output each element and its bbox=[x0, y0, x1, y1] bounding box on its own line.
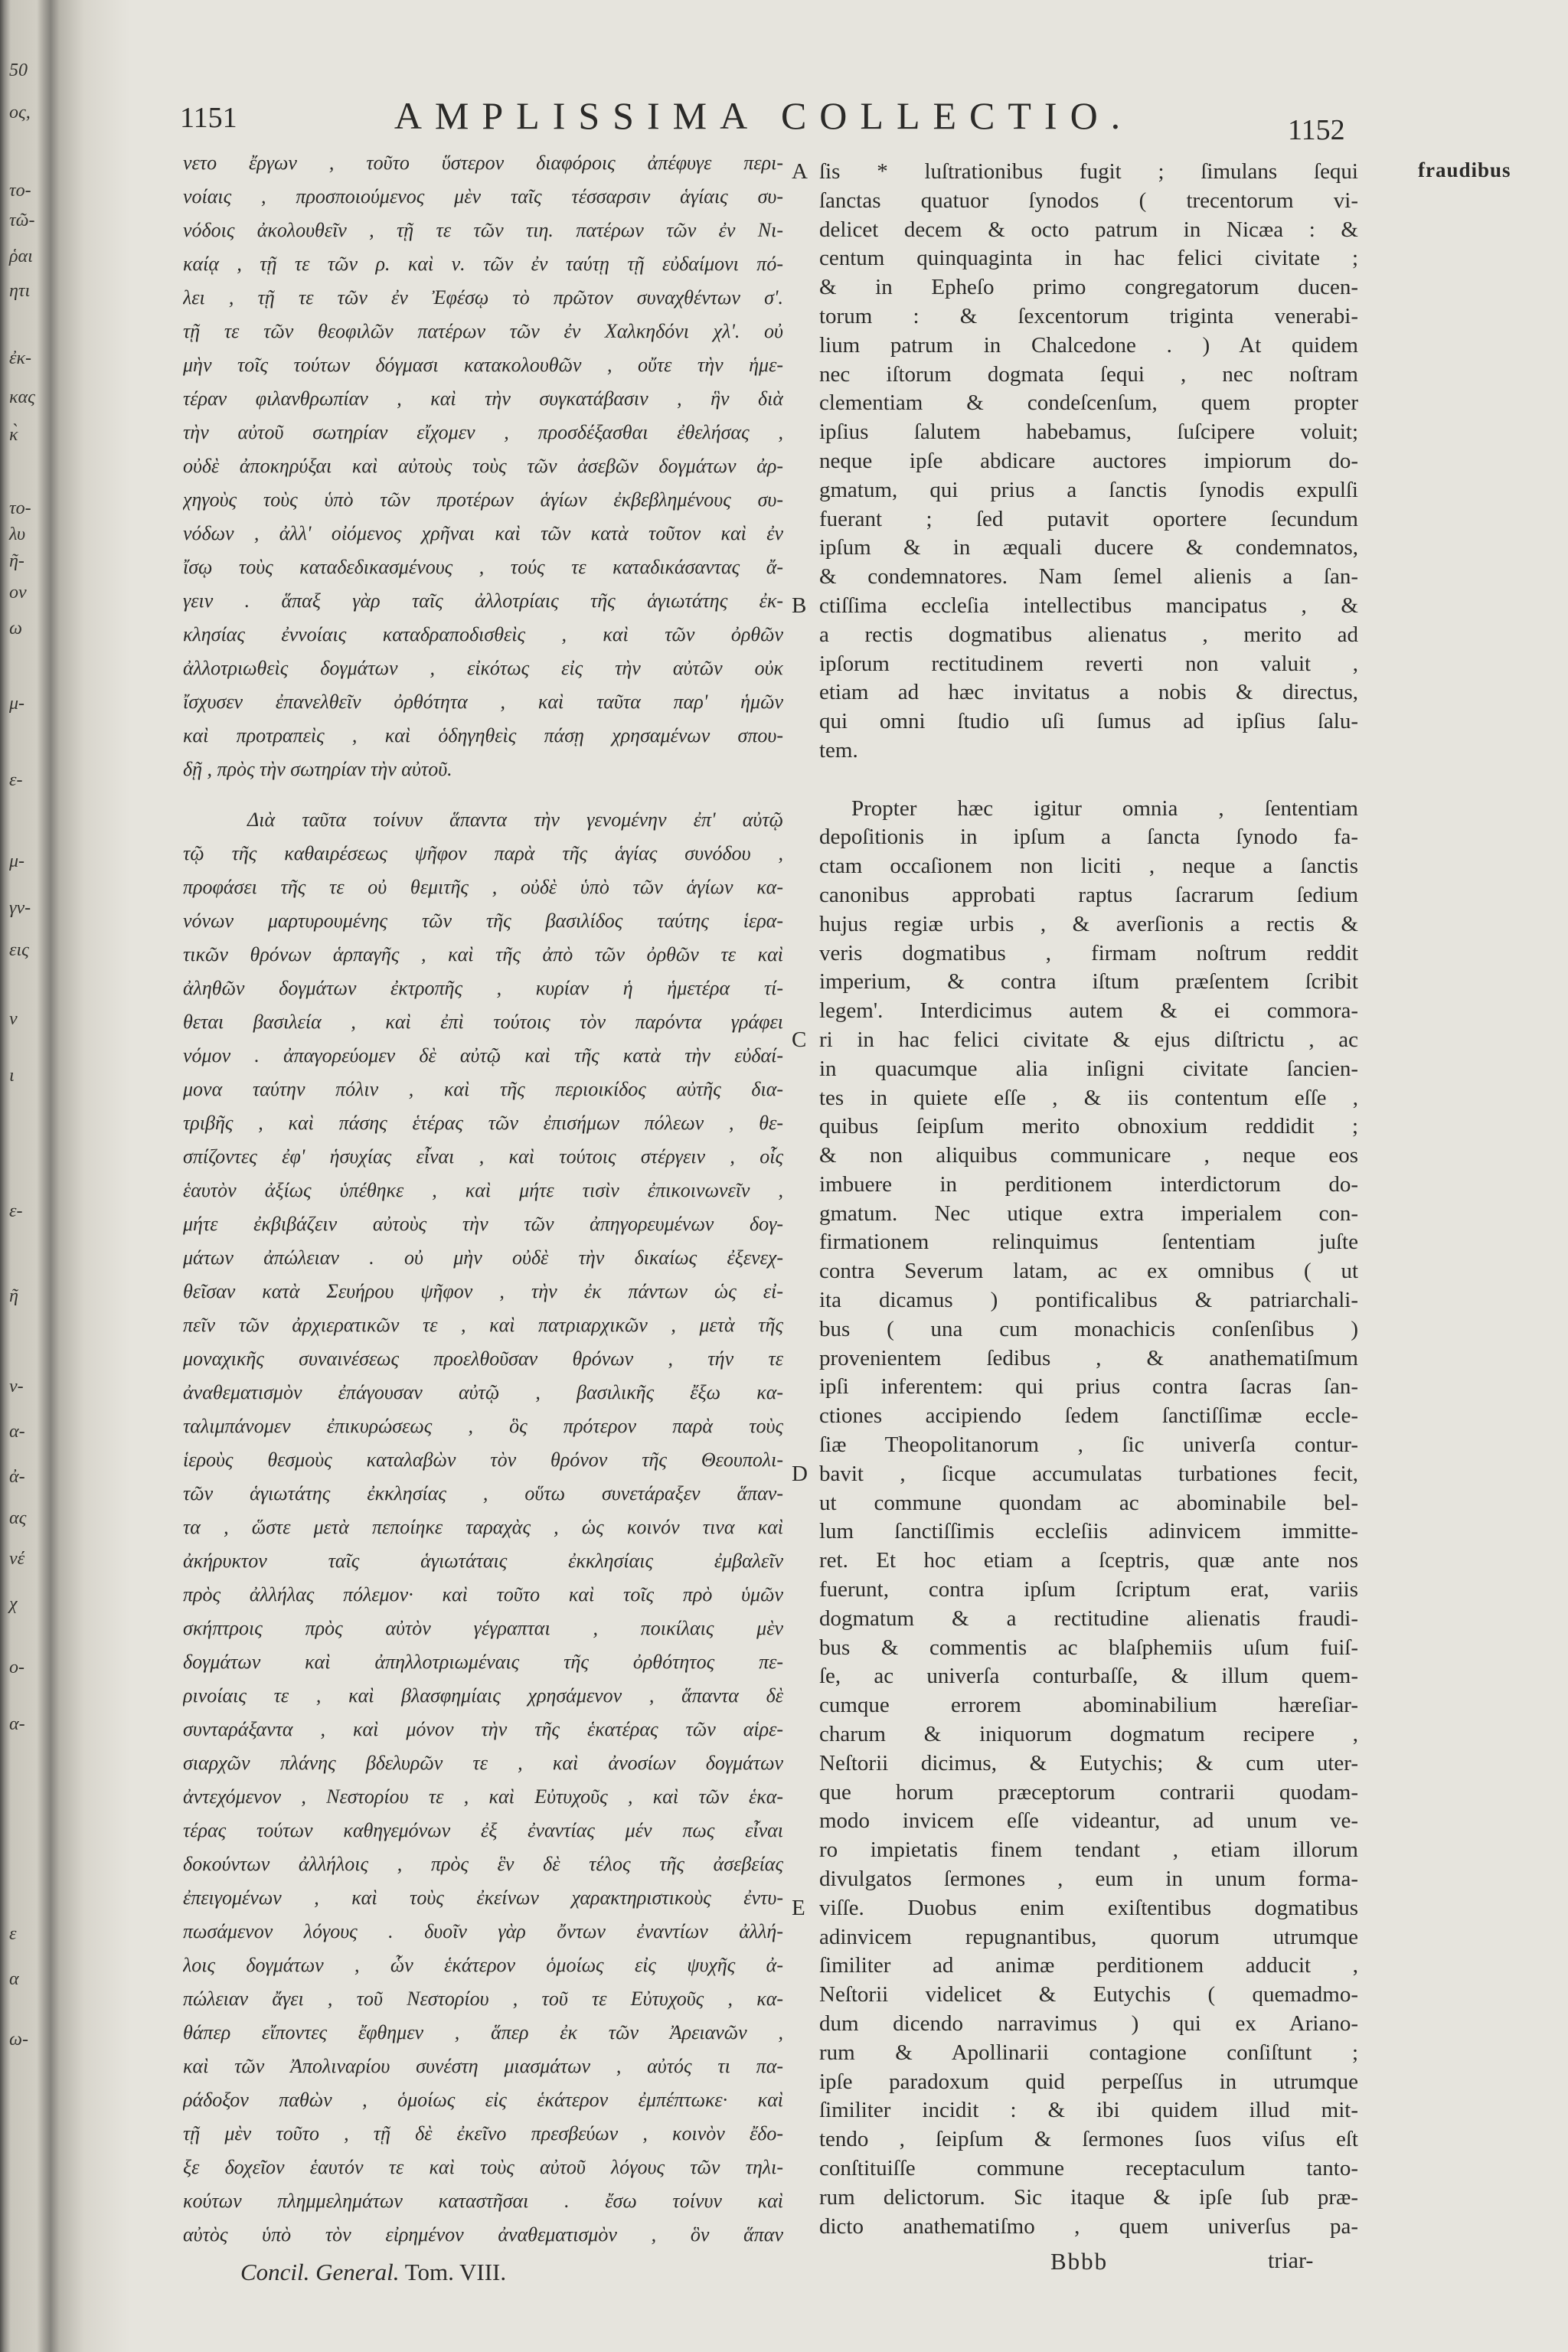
latin-line bbox=[819, 273, 1358, 302]
latin-line bbox=[819, 1286, 1358, 1315]
catchword: triar- bbox=[1268, 2248, 1314, 2273]
latin-line-text: que horum præceptorum contrarii quodam- bbox=[819, 1779, 1358, 1805]
latin-line-text: gmatum. Nec utique extra imperialem con- bbox=[819, 1200, 1358, 1226]
latin-line-text: divulgatos ſermones , eum in unum forma- bbox=[819, 1867, 1358, 1892]
latin-line-text: ctam occaſionem non liciti , neque a ſanctis bbox=[819, 854, 1358, 879]
edge-text-fragment: 50 bbox=[9, 60, 28, 80]
previous-page-edge bbox=[0, 0, 130, 2352]
greek-line: ξε δοχεῖον ἑαυτόν τε καὶ τοὺς αὐτοῦ λόγους τῶν τηλι- bbox=[183, 2156, 783, 2178]
latin-line bbox=[819, 968, 1358, 997]
greek-line: λει , τῇ τε τῶν ἐν Ἐφέσῳ τὸ πρῶτον συναχθέντων σ'. bbox=[183, 286, 783, 309]
latin-line-text: modo invicem eſſe videantur, ad unum ve- bbox=[819, 1808, 1358, 1834]
latin-line-text: neque ipſe abdicare auctores impiorum do- bbox=[819, 448, 1358, 473]
greek-line: δογμάτων καὶ ἀπηλλοτριωμέναις τῆς ὀρθότητος πε- bbox=[183, 1651, 783, 1673]
greek-line: κλησίας ἐννοίαις καταδραποδισθεὶς , καὶ τῶν ὀρθῶν bbox=[183, 623, 783, 645]
latin-line bbox=[819, 1547, 1358, 1576]
edge-text-fragment: ε bbox=[9, 1924, 17, 1944]
latin-line-text: clementiam & condeſcenſum, quem propter bbox=[819, 390, 1358, 416]
greek-line: νόνων μαρτυρουμένης τῶν τῆς βασιλίδος ταύτης ἱερα- bbox=[183, 910, 783, 932]
latin-line-text: torum : & ſexcentorum triginta venerabi- bbox=[819, 303, 1358, 328]
greek-line: ἐπειγομένων , καὶ τοὺς ἐκείνων χαρακτηριστικοὺς ἐντυ- bbox=[183, 1886, 783, 1909]
latin-line bbox=[819, 1807, 1358, 1836]
latin-line bbox=[819, 1952, 1358, 1981]
edge-text-fragment: ῆ bbox=[9, 1286, 18, 1306]
edge-text-fragment: ο- bbox=[9, 1658, 24, 1677]
greek-line: ἴσχυσεν ἐπανελθεῖν ὀρθότητα , καὶ ταῦτα παρ' ἡμῶν bbox=[183, 691, 783, 713]
greek-line: μονα ταύτην πόλιν , καὶ τῆς περιοικίδος αὐτῆς δια- bbox=[183, 1078, 783, 1100]
latin-line bbox=[819, 244, 1358, 273]
latin-line bbox=[819, 1662, 1358, 1691]
edge-text-fragment: α- bbox=[9, 1714, 25, 1734]
latin-line bbox=[819, 1576, 1358, 1605]
latin-line-text: ſimiliter ad animæ perditionem adducit , bbox=[819, 1953, 1358, 1978]
latin-line bbox=[819, 1836, 1358, 1865]
latin-line bbox=[819, 2125, 1358, 2154]
edge-text-fragment: νέ bbox=[9, 1549, 25, 1569]
greek-line: συνταράξαντα , καὶ μόνον τὴν τῆς ἑκατέρας τῶν αἱρε- bbox=[183, 1718, 783, 1740]
greek-line: τῷ τῆς καθαιρέσεως ψῆφον παρὰ τῆς ἁγίας συνόδου , bbox=[183, 842, 783, 864]
greek-line: σιαρχῶν πλάνης βδελυρῶν τε , καὶ ἀνοσίων δογμάτων bbox=[183, 1752, 783, 1774]
latin-line-text: dicto anathematiſmo , quem univerſus pa- bbox=[819, 2213, 1358, 2239]
greek-line: μὴν τοῖς τούτων δόγμασι κατακολουθῶν , οὔτε τὴν ἡμε- bbox=[183, 354, 783, 376]
latin-line bbox=[819, 2184, 1358, 2213]
latin-line-text: Neſtorii videlicet & Eutychis ( quemadmo- bbox=[819, 1982, 1358, 2007]
greek-line: νόδων , ἀλλ' οἰόμενος χρῆναι καὶ τῶν κατὰ τοῦτον καὶ ἐν bbox=[183, 522, 783, 544]
latin-line bbox=[819, 1402, 1358, 1431]
section-marker: D bbox=[792, 1461, 808, 1486]
latin-line-text: ſis * luſtrationibus fugit ; ſimulans ſequi bbox=[819, 159, 1358, 184]
running-title: AMPLISSIMA COLLECTIO. bbox=[394, 94, 1134, 137]
latin-line bbox=[819, 737, 1358, 766]
latin-line-text: bus ( una cum monachicis conſenſibus ) bbox=[819, 1316, 1358, 1341]
latin-line bbox=[819, 2154, 1358, 2184]
latin-line-text: ſimiliter incidit : & ibi quidem illud mit- bbox=[819, 2098, 1358, 2123]
edge-text-fragment: ω bbox=[9, 619, 22, 639]
latin-line bbox=[819, 563, 1358, 592]
greek-line: ταλιμπάνομεν ἐπικυρώσεως , ὃς πρότερον παρὰ τοὺς bbox=[183, 1415, 783, 1437]
latin-line-text: delicet decem & octo patrum in Nicæa : & bbox=[819, 217, 1358, 242]
latin-line-text: dogmatum & a rectitudine alienatis fraudi- bbox=[819, 1606, 1358, 1631]
latin-line bbox=[819, 418, 1358, 447]
greek-line: καὶ τῶν Ἀπολιναρίου συνέστη μιασμάτων , αὐτός τι πα- bbox=[183, 2055, 783, 2077]
latin-line-text: in quacumque alia inſigni civitate ſancien- bbox=[819, 1056, 1358, 1081]
edge-text-fragment: το- bbox=[9, 181, 31, 201]
latin-line-text: ipſe paradoxum quid perpeſſus in utrumque bbox=[819, 2069, 1358, 2094]
latin-line-text: centum quinquaginta in hac felici civitate ; bbox=[819, 246, 1358, 271]
edge-text-fragment: ε- bbox=[9, 1201, 23, 1221]
greek-line: τὴν αὐτοῦ σωτηρίαν εἴχομεν , προσδέξασθαι ἐθελήσας , bbox=[183, 421, 783, 443]
greek-line: τῇ μὲν τοῦτο , τῇ δὲ ἐκεῖνο πρεσβεύων , κοινὸν ἔδο- bbox=[183, 2122, 783, 2145]
latin-line-text: depoſitionis in ipſum a ſancta ſynodo fa- bbox=[819, 825, 1358, 850]
latin-line bbox=[792, 592, 1358, 621]
section-marker: A bbox=[792, 159, 808, 184]
latin-line bbox=[819, 361, 1358, 390]
greek-line: πεῖν τῶν ἀρχιερατικῶν τε , καὶ πατριαρχικῶν , μετὰ τῆς bbox=[183, 1314, 783, 1336]
latin-line bbox=[819, 2010, 1358, 2039]
latin-line bbox=[819, 1315, 1358, 1344]
latin-line-text: dum dicendo narravimus ) qui ex Ariano- bbox=[819, 2011, 1358, 2036]
greek-line: μοναχικῆς συναινέσεως προελθοῦσαν θρόνων , τήν τε bbox=[183, 1348, 783, 1370]
latin-line-text: ita dicamus ) pontificalibus & patriarchali- bbox=[819, 1288, 1358, 1313]
greek-line: νόμον . ἀπαγορεύομεν δὲ αὐτῷ καὶ τῆς κατὰ τὴν εὐδαί- bbox=[183, 1044, 783, 1067]
latin-line-text: legem'. Interdicimus autem & ei commora- bbox=[819, 998, 1358, 1024]
latin-line bbox=[819, 2096, 1358, 2125]
latin-line-text: ipſorum rectitudinem reverti non valuit , bbox=[819, 651, 1358, 676]
latin-line bbox=[819, 1981, 1358, 2010]
latin-line-text: lium patrum in Chalcedone . ) At quidem bbox=[819, 332, 1358, 358]
edge-text-fragment: ε- bbox=[9, 770, 23, 790]
edge-text-fragment: λυ bbox=[9, 524, 25, 544]
latin-line bbox=[819, 1373, 1358, 1402]
latin-line-text: provenientem ſedibus , & anathematiſmum bbox=[819, 1345, 1358, 1370]
margin-note: fraudibus bbox=[1418, 158, 1511, 181]
edge-text-fragment: α bbox=[9, 1969, 19, 1989]
edge-text-fragment: ον bbox=[9, 583, 27, 603]
footer-source-volume: Tom. VIII. bbox=[404, 2259, 507, 2285]
latin-line-text: ſanctas quatuor ſynodos ( trecentorum vi- bbox=[819, 188, 1358, 213]
page-number-left: 1151 bbox=[180, 102, 237, 134]
latin-line bbox=[819, 1344, 1358, 1374]
latin-line-text: tes in quiete eſſe , & iis contentum eſſe , bbox=[819, 1085, 1358, 1110]
greek-line: καίᾳ , τῇ τε τῶν ρ. καὶ ν. τῶν ἐν ταύτῃ τῇ εὐδαίμονι πό- bbox=[183, 253, 783, 275]
latin-line bbox=[819, 707, 1358, 737]
edge-text-fragment: εις bbox=[9, 940, 29, 960]
edge-text-fragment: ν bbox=[9, 1009, 18, 1029]
latin-line-text: ut commune quondam ac abominabile bel- bbox=[819, 1490, 1358, 1515]
latin-line bbox=[819, 187, 1358, 216]
latin-line-text: firmationem relinquimus ſententiam juſte bbox=[819, 1230, 1358, 1255]
latin-line-text: ſiæ Theopolitanorum , ſic univerſa contur- bbox=[819, 1432, 1358, 1458]
latin-line-text: & non aliquibus communicare , neque eos bbox=[819, 1143, 1358, 1168]
latin-line bbox=[819, 1055, 1358, 1084]
greek-line: Διὰ ταῦτα τοίνυν ἅπαντα τὴν γενομένην ἐπ' αὐτῷ bbox=[247, 808, 783, 831]
greek-line: τέραν φιλανθρωπίαν , καὶ τὴν συγκατάβασιν , ἣν διὰ bbox=[183, 387, 783, 410]
greek-line: σπίζοντες ἐφ' ἡσυχίας εἶναι , καὶ τούτοις στέργειν , οἷς bbox=[183, 1145, 783, 1168]
latin-line bbox=[819, 997, 1358, 1026]
latin-line-text: ctiones accipiendo ſedem ſanctiſſimæ eccle- bbox=[819, 1403, 1358, 1429]
latin-line bbox=[819, 1923, 1358, 1952]
latin-line-text: ipſius ſalutem habebamus, ſuſcipere voluit; bbox=[819, 420, 1358, 445]
edge-text-fragment: α- bbox=[9, 1422, 25, 1442]
page-number-right: 1152 bbox=[1288, 114, 1345, 146]
latin-line-text: rum & Apollinarii contagione conſiſtunt ; bbox=[819, 2040, 1358, 2065]
latin-line bbox=[819, 1691, 1358, 1720]
edge-text-fragment: ω- bbox=[9, 2030, 28, 2050]
greek-line: κούτων πλημμελημάτων καταστῆσαι . ἔσω τοίνυν καὶ bbox=[183, 2190, 783, 2212]
latin-line-text: hujus regiæ urbis , & averſionis a rectis & bbox=[819, 911, 1358, 936]
latin-line bbox=[819, 1720, 1358, 1749]
greek-line: τριβῆς , καὶ πάσης ἑτέρας τῶν ἐπισήμων πόλεων , θε- bbox=[183, 1112, 783, 1134]
greek-line: τῇ τε τῶν θεοφιλῶν πατέρων τῶν ἐν Χαλκηδόνι χλ'. οὐ bbox=[183, 320, 783, 342]
latin-line bbox=[819, 1084, 1358, 1113]
edge-text-fragment: το- bbox=[9, 498, 31, 518]
edge-text-fragment: ἐκ- bbox=[9, 348, 31, 368]
greek-line: τῶν ἁγιωτάτης ἐκκλησίας , οὕτω συνετάραξεν ἅπαν- bbox=[183, 1482, 783, 1504]
latin-line-text: a rectis dogmatibus alienatus , merito ad bbox=[819, 622, 1358, 647]
latin-line bbox=[819, 621, 1358, 650]
latin-line bbox=[819, 1779, 1358, 1808]
latin-line-text: canonibus approbati raptus ſacrarum ſedium bbox=[819, 882, 1358, 907]
latin-line-text: charum & iniquorum dogmatum recipere , bbox=[819, 1722, 1358, 1747]
greek-line: νετο ἔργων , τοῦτο ὕστερον διαφόροις ἀπέφυγε περι- bbox=[183, 152, 783, 174]
greek-line: ἀλλοτριωθεὶς δογμάτων , εἰκότως εἰς τὴν αὐτῶν οὐκ bbox=[183, 657, 783, 679]
greek-line: ἱεροὺς θεσμοὺς καταλαβὼν τὸν θρόνον τῆς Θεουπολι- bbox=[183, 1449, 783, 1471]
latin-line-text: nec iſtorum dogmata ſequi , nec noſtram bbox=[819, 361, 1358, 387]
greek-line: μάτων ἀπώλειαν . οὐ μὴν οὐδὲ τὴν δικαίως ἐξενεχ- bbox=[183, 1246, 783, 1269]
greek-line: ἀκήρυκτον ταῖς ἁγιωτάταις ἐκκλησίαις ἐμβαλεῖν bbox=[183, 1550, 783, 1572]
latin-line bbox=[792, 1894, 1358, 1923]
greek-line: οὐδὲ ἀποκηρύξαι καὶ αὐτοὺς τοὺς τῶν ἀσεβῶν δογμάτων ἀρ- bbox=[183, 455, 783, 477]
signature-mark: Bbbb bbox=[1050, 2248, 1109, 2275]
edge-text-fragment: ι bbox=[9, 1066, 15, 1086]
edge-text-fragment: κ̀ bbox=[9, 425, 18, 445]
section-marker: B bbox=[792, 593, 807, 618]
greek-line: ἀληθῶν δογμάτων ἐκτροπῆς , κυρίαν ἡ ἡμετέρα τί- bbox=[183, 977, 783, 999]
latin-line bbox=[819, 678, 1358, 707]
latin-line bbox=[819, 447, 1358, 476]
greek-line: τα , ὥστε μετὰ πεποίηκε ταραχὰς , ὡς κοινόν τινα καὶ bbox=[183, 1516, 783, 1538]
latin-line bbox=[819, 1634, 1358, 1663]
latin-line bbox=[819, 332, 1358, 361]
latin-line-text: veris dogmatibus , firmam noſtrum reddit bbox=[819, 940, 1358, 965]
latin-line bbox=[819, 2039, 1358, 2068]
greek-line: ρινοίαις τε , καὶ βλασφημίαις χρησάμενον , ἅπαντα δὲ bbox=[183, 1684, 783, 1707]
latin-line bbox=[792, 1026, 1358, 1055]
latin-line bbox=[819, 823, 1358, 852]
greek-line: μήτε ἐκβιβάζειν αὐτοὺς τὴν τῶν ἀπηγορευμένων δογ- bbox=[183, 1213, 783, 1235]
latin-line bbox=[819, 505, 1358, 534]
latin-line-text: viſſe. Duobus enim exiſtentibus dogmatibus bbox=[819, 1895, 1358, 1920]
latin-line-text: tendo , ſeipſum & ſermones ſuos viſus eſt bbox=[819, 2127, 1358, 2152]
footer-source bbox=[240, 2259, 506, 2286]
latin-line-text: & in Epheſo primo congregatorum ducen- bbox=[819, 275, 1358, 300]
latin-line-text: & condemnatores. Nam ſemel alienis a ſan- bbox=[819, 564, 1358, 590]
latin-line bbox=[819, 1517, 1358, 1547]
edge-text-fragment: ος, bbox=[9, 103, 31, 122]
latin-line-text: gmatum, qui prius a ſanctis ſynodis expulſi bbox=[819, 477, 1358, 502]
latin-line bbox=[792, 158, 1358, 187]
latin-line-text: Propter hæc igitur omnia , ſententiam bbox=[851, 795, 1358, 821]
section-marker: E bbox=[792, 1895, 805, 1920]
footer-source-title: Concil. General. bbox=[240, 2259, 400, 2285]
greek-line: ἴσῳ τοὺς καταδεδικασμένους , τούς τε καταδικάσαντας ἄ- bbox=[183, 556, 783, 578]
edge-text-fragment: ητι bbox=[9, 281, 31, 301]
greek-line: χηγοὺς τοὺς ὑπὸ τῶν προτέρων ἁγίων ἐκβεβλημένους συ- bbox=[183, 488, 783, 511]
latin-line-text: etiam ad hæc invitatus a nobis & directus, bbox=[819, 680, 1358, 705]
latin-line-text: ro impietatis finem tendant , etiam illorum bbox=[819, 1838, 1358, 1863]
latin-line bbox=[819, 1489, 1358, 1518]
latin-line bbox=[819, 1142, 1358, 1171]
latin-line bbox=[819, 1749, 1358, 1779]
greek-line: ἑαυτὸν ἀξίως ὑπέθηκε , καὶ μήτε τισὶν ἐπικοινωνεῖν , bbox=[183, 1179, 783, 1201]
edge-text-fragment: ν- bbox=[9, 1377, 24, 1396]
greek-line: ράδοξον παθὼν , ὁμοίως εἰς ἑκάτερον ἐμπέπτωκε· καὶ bbox=[183, 2089, 783, 2111]
latin-line-text: ſe, ac univerſa conturbaſſe, & illum quem- bbox=[819, 1664, 1358, 1689]
edge-text-fragment: τῶ- bbox=[9, 211, 35, 230]
latin-line-text: quibus ſeipſum merito obnoxium reddidit ; bbox=[819, 1114, 1358, 1139]
latin-line bbox=[819, 1228, 1358, 1257]
greek-line: πωσάμενον λόγους . δυοῖν γὰρ ὄντων ἐναντίων ἀλλή- bbox=[183, 1920, 783, 1942]
edge-text-fragment: γν- bbox=[9, 898, 31, 918]
greek-line: τέρας τούτων καθηγεμόνων ἐξ ἐναντίας μέν πως εἶναι bbox=[183, 1819, 783, 1841]
latin-line bbox=[819, 939, 1358, 969]
latin-line bbox=[819, 1171, 1358, 1200]
latin-column bbox=[792, 158, 1358, 2241]
latin-line-text: Neſtorii dicimus, & Eutychis; & cum uter- bbox=[819, 1750, 1358, 1775]
greek-line: θεται βασιλεία , καὶ ἐπὶ τούτοις τὸν παρόντα γράφει bbox=[183, 1011, 783, 1033]
latin-line-text: adinvicem repugnantibus, quorum utrumque bbox=[819, 1924, 1358, 1949]
latin-line bbox=[819, 2068, 1358, 2097]
greek-line: δῇ , πρὸς τὴν σωτηρίαν τὴν αὐτοῦ. bbox=[183, 758, 452, 780]
edge-text-fragment: ῥαι bbox=[9, 247, 33, 266]
latin-line-text: rum delictorum. Sic itaque & ipſe ſub præ- bbox=[819, 2184, 1358, 2210]
latin-line-text: contra Severum latam, ac ex omnibus ( ut bbox=[819, 1259, 1358, 1284]
latin-line bbox=[792, 1460, 1358, 1489]
greek-line: θεῖσαν κατὰ Σευήρου ψῆφον , τὴν ἐκ πάντων ὡς εἰ- bbox=[183, 1280, 783, 1302]
greek-line: σκήπτροις πρὸς αὐτὸν γέγραπται , ποικίλαις μὲν bbox=[183, 1617, 783, 1639]
latin-line-text: imperium, & contra iſtum præſentem ſcribit bbox=[819, 969, 1358, 995]
greek-line: νοίαις , προσποιούμενος μὲν ταῖς τέσσαρσιν ἁγίαις συ- bbox=[183, 185, 783, 207]
edge-text-fragment: χ bbox=[9, 1594, 18, 1614]
greek-column bbox=[183, 152, 783, 2257]
edge-text-fragment: κας bbox=[9, 387, 35, 407]
latin-line bbox=[819, 1112, 1358, 1142]
greek-line: αὐτὸς ὑπὸ τὸν εἰρημένον ἀναθεματισμὸν , ὃν ἅπαν bbox=[183, 2223, 783, 2246]
greek-line: λοις δογμάτων , ὧν ἑκάτερον ὁμοίως εἰς ψυχῆς ἀ- bbox=[183, 1954, 783, 1976]
latin-line-text: conſtituiſſe commune receptaculum tanto- bbox=[819, 2155, 1358, 2180]
latin-line bbox=[819, 1865, 1358, 1894]
latin-line-text: ipſum & in æquali ducere & condemnatos, bbox=[819, 535, 1358, 560]
latin-line bbox=[819, 795, 1358, 824]
edge-text-fragment: μ- bbox=[9, 851, 25, 871]
latin-line-text: tem. bbox=[819, 737, 858, 763]
greek-line: τικῶν θρόνων ἁρπαγῆς , καὶ τῆς ἀπὸ τῶν ὀρθῶν τε καὶ bbox=[183, 943, 783, 965]
latin-line-text: bavit , ſicque accumulatas turbationes fecit, bbox=[819, 1461, 1358, 1486]
greek-line: προφάσει τῆς τε οὐ θεμιτῆς , οὐδὲ ὑπὸ τῶν ἁγίων κα- bbox=[183, 876, 783, 898]
edge-text-fragment: ῆ- bbox=[9, 551, 24, 571]
latin-line bbox=[819, 1605, 1358, 1634]
latin-line bbox=[819, 216, 1358, 245]
edge-text-fragment: ας bbox=[9, 1508, 27, 1528]
greek-line: θάπερ εἴποντες ἔφθημεν , ἅπερ ἐκ τῶν Ἀρειανῶν , bbox=[183, 2021, 783, 2043]
latin-line bbox=[819, 2213, 1358, 2242]
greek-line: νόδοις ἀκολουθεῖν , τῇ τε τῶν τιη. πατέρων τῶν ἐν Νι- bbox=[183, 219, 783, 241]
latin-line-text: cumque errorem abominabilium hæreſiar- bbox=[819, 1693, 1358, 1718]
latin-line-text: bus & commentis ac blaſphemiis uſum fuiſ- bbox=[819, 1635, 1358, 1660]
section-marker: C bbox=[792, 1027, 807, 1052]
greek-line: ἀναθεματισμὸν ἐπάγουσαν αὐτῷ , βασιλικῆς ἔξω κα- bbox=[183, 1381, 783, 1403]
greek-line: καὶ προτραπεὶς , καὶ ὁδηγηθεὶς πάσῃ χρησαμένων σπου- bbox=[183, 724, 783, 746]
latin-line bbox=[819, 476, 1358, 505]
edge-text-fragment: ἀ- bbox=[9, 1467, 25, 1487]
latin-line bbox=[819, 534, 1358, 563]
latin-line bbox=[819, 852, 1358, 881]
latin-line-text: ret. Et hoc etiam a ſceptris, quæ ante nos bbox=[819, 1548, 1358, 1573]
greek-line: ἀντεχόμενον , Νεστορίου τε , καὶ Εὐτυχοῦς , καὶ τῶν ἑκα- bbox=[183, 1785, 783, 1808]
latin-line-text: ri in hac felici civitate & ejus diſtrictu , ac bbox=[819, 1027, 1358, 1052]
latin-line bbox=[819, 302, 1358, 332]
latin-line bbox=[819, 1257, 1358, 1286]
latin-line bbox=[819, 389, 1358, 418]
latin-line-text: fuerunt, contra ipſum ſcriptum erat, variis bbox=[819, 1577, 1358, 1602]
latin-line-text: imbuere in perditionem interdictorum do- bbox=[819, 1171, 1358, 1197]
latin-line bbox=[819, 1431, 1358, 1460]
latin-line-text: qui omni ſtudio uſi ſumus ad ipſius ſalu- bbox=[819, 709, 1358, 734]
edge-text-fragment: μ- bbox=[9, 694, 25, 714]
latin-line bbox=[819, 650, 1358, 679]
latin-line-text: ctiſſima eccleſia intellectibus mancipatus , & bbox=[819, 593, 1358, 618]
greek-line: δοκούντων ἀλλήλοις , πρὸς ἓν δὲ τέλος τῆς ἀσεβείας bbox=[183, 1853, 783, 1875]
latin-line-text: fuerant ; ſed putavit oportere ſecundum bbox=[819, 506, 1358, 531]
greek-line: πρὸς ἀλλήλας πόλεμον· καὶ τοῦτο καὶ τοῖς πρὸ ὑμῶν bbox=[183, 1583, 783, 1606]
latin-line-text: ipſi inferentem: qui prius contra ſacras ſan- bbox=[819, 1374, 1358, 1400]
latin-line bbox=[819, 881, 1358, 910]
greek-line: πώλειαν ἄγει , τοῦ Νεστορίου , τοῦ τε Εὐτυχοῦς , κα- bbox=[183, 1988, 783, 2010]
latin-line bbox=[819, 910, 1358, 939]
latin-line bbox=[819, 1200, 1358, 1229]
latin-line-text: lum ſanctiſſimis eccleſiis adinvicem immitte- bbox=[819, 1519, 1358, 1544]
greek-line: γειν . ἅπαξ γὰρ ταῖς ἀλλοτρίαις τῆς ἁγιωτάτης ἐκ- bbox=[183, 590, 783, 612]
